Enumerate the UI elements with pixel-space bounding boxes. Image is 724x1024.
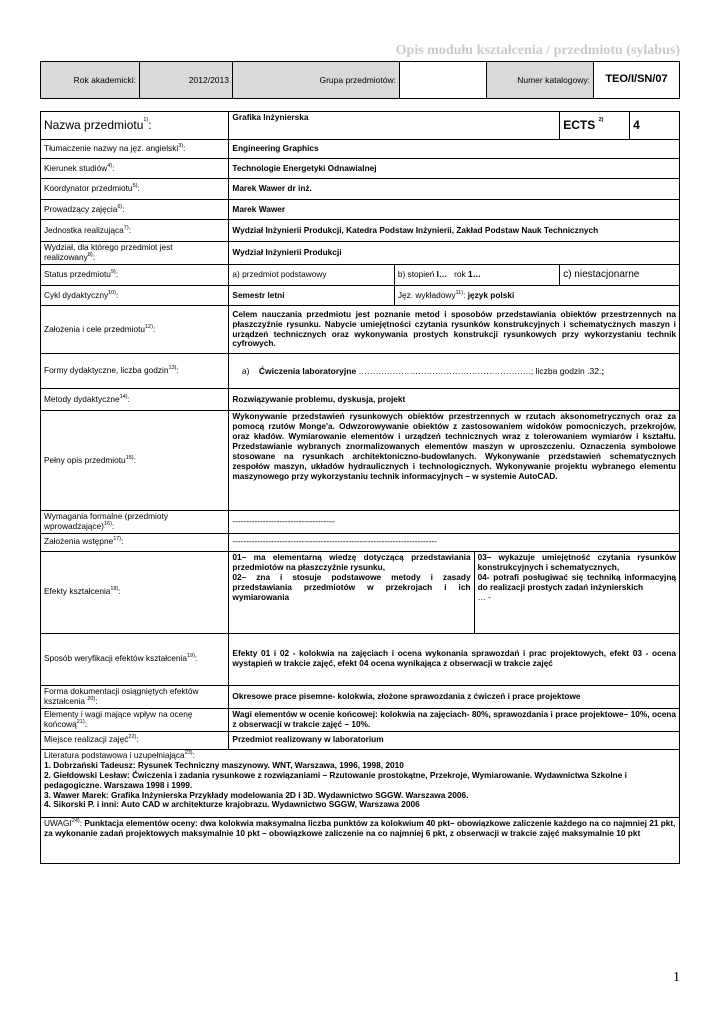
jednostka-label: Jednostka realizująca$^{7)}$:	[41, 220, 229, 242]
row-metody	[41, 389, 680, 411]
uwagi-cell	[41, 817, 680, 863]
elementy-label: Elementy i wagi mające wpływ na ocenę końcową$^{21)}$:	[41, 708, 229, 731]
uwagi-value: Punktacja elementów oceny: dwa kolokwia maksymalna liczba punktów za kolokwium 40 pkt– obowiązkowe zaliczenie każdego na co najmniej 21 pkt, za wykonanie zadań projektowych maksymalnie 10 pkt – obowiązkowe zaliczenie na co najmniej 6 pkt, z obserwacji w trakcie zajęć maksymalnie 10 pkt	[44, 817, 676, 838]
literatura-item: 2. Giełdowski Lesław: Ćwiczenia i zadania rysunkowe z rozwiązaniami – Rzutowanie prostokątne, Przekroje, Wymiarowanie. Wydawnictwa Szkolne i pedagogiczne. Warszawa 1998 i 1999.	[44, 769, 627, 790]
wymagania-label: Wymagania formalne (przedmioty wprowadzające)$^{16)}$:	[41, 511, 229, 534]
row-wydzial	[41, 242, 680, 265]
nazwa-label: Nazwa przedmiotu$^{1)}$:	[41, 112, 229, 140]
forma-dok-label: Forma dokumentacji osiągniętych efektów kształcenia $^{20)}$:	[41, 685, 229, 708]
rok-label: Rok akademicki:	[41, 62, 140, 99]
syllabus-header-title: Opis modułu kształcenia / przedmiotu (sylabus)	[395, 43, 680, 58]
koordynator-label: Koordynator przedmiotu$^{5)}$:	[41, 179, 229, 200]
syllabus-table	[40, 111, 680, 864]
uwagi-label: UWAGI$^{24)}$:	[44, 817, 83, 828]
course-meta-table	[40, 61, 680, 99]
sposob-value: Efekty 01 i 02 - kolokwia na zajęciach i ocena wykonania sprawozdań i prac projektowych, efekt 03 - ocena wystąpień w trakcie zajęć, efekt 04 ocena wynikająca z obserwacji w trakcie zajęć	[229, 633, 680, 685]
efekty-label: Efekty kształcenia$^{18)}$:	[41, 551, 229, 633]
row-elementy	[41, 708, 680, 731]
ects-label: ECTS $^{2)}$	[560, 112, 630, 140]
kierunek-label: Kierunek studiów$^{4)}$:	[41, 159, 229, 179]
wydzial-value: Wydział Inżynierii Produkcji	[229, 242, 680, 265]
row-formy	[41, 354, 680, 389]
cykl-value: Semestr letni	[229, 286, 394, 306]
miejsce-value: Przedmiot realizowany w laboratorium	[229, 731, 680, 749]
row-status	[41, 265, 680, 286]
row-sposob	[41, 633, 680, 685]
ects-value: 4	[630, 112, 680, 140]
row-nazwa	[41, 112, 680, 140]
zalozenia-wstepne-value: --------------------------------------------------------------------------	[229, 533, 680, 551]
status-b: b) stopień I… rok 1…	[394, 265, 559, 286]
tlumaczenie-label: Tłumaczenie nazwy na jęz. angielski$^{3)}$:	[41, 140, 229, 159]
koordynator-value: Marek Wawer dr inż.	[229, 179, 680, 200]
prowadzacy-label: Prowadzący zajęcia$^{6)}$:	[41, 200, 229, 220]
wydzial-label: Wydział, dla którego przedmiot jest realizowany$^{8)}$:	[41, 242, 229, 265]
jezyk-cell: Jęz. wykładowy$^{11)}$: język polski	[394, 286, 679, 306]
wymagania-value: -------------------------------------	[229, 511, 680, 534]
status-a: a) przedmiot podstawowy	[229, 265, 394, 286]
row-forma-dok	[41, 685, 680, 708]
row-cykl	[41, 286, 680, 306]
literatura-label: Literatura podstawowa i uzupełniająca$^{23)}$:	[44, 749, 195, 760]
row-jednostka	[41, 220, 680, 242]
page-number: 1	[673, 970, 680, 985]
row-zalozenia-cele	[41, 306, 680, 354]
jednostka-value: Wydział Inżynierii Produkcji, Katedra Podstaw Inżynierii, Zakład Podstaw Nauk Technicznych	[229, 220, 680, 242]
sposob-label: Sposób weryfikacji efektów kształcenia$^{19)}$:	[41, 633, 229, 685]
zalozenia-cele-value: Celem nauczania przedmiotu jest poznanie metod i sposobów przedstawiania obiektów przestrzennych na płaszczyźnie rysunku. Nabycie umiejętności czytania rysunków konstrukcyjnych i schematycznych maszyn i urządzeń technicznych oraz wykonywania prostych konstrukcji rysunkowych przy wykorzystaniu technik cyfrowych.	[229, 306, 680, 354]
row-koordynator	[41, 179, 680, 200]
metody-label: Metody dydaktyczne$^{14)}$:	[41, 389, 229, 411]
efekty-left: 01– ma elementarną wiedzę dotyczącą przedstawiania przedmiotów na płaszczyźnie rysunku, 02– zna i stosuje podstawowe metody i zasady przedstawiania przedmiotów w przekrojach i ich wymiarowania	[229, 551, 474, 633]
zalozenia-cele-label: Założenia i cele przedmiotu$^{12)}$:	[41, 306, 229, 354]
row-pelny-opis	[41, 411, 680, 511]
status-c: c) niestacjonarne	[560, 265, 680, 286]
numer-value: TEO/I/SN/07	[594, 62, 680, 99]
row-kierunek	[41, 159, 680, 179]
status-label: Status przedmiotu$^{9)}$:	[41, 265, 229, 286]
pelny-opis-value: Wykonywanie przedstawień rysunkowych obiektów przestrzennych w rzutach aksonometrycznych oraz za pomocą rzutów Monge'a. Odwzorowywanie obiektów z zastosowaniem widoków pomocniczych, przekrojów, oraz kładów. Wymiarowanie elementów i urządzeń technicznych wraz z tolerowaniem wymiarów i kształtu. Przedstawianie wybranych znormalizowanych elementów maszyn w uproszczeniu. Oznaczenia symbolowe stosowane na rysunkach architektoniczno-budowlanych. Wykonywanie przedstawień schematycznych zespołów maszyn, układów hydraulicznych i technologicznych. Wykonywanie projektu wybranego elementu maszynowego przy wykorzystaniu technik informacyjnych – w systemie AutoCAD.	[229, 411, 680, 511]
forma-dok-value: Okresowe prace pisemne- kolokwia, złożone sprawozdania z ćwiczeń i prace projektowe	[229, 685, 680, 708]
cykl-label: Cykl dydaktyczny$^{10)}$:	[41, 286, 229, 306]
formy-value: a) Ćwiczenia laboratoryjne …………………………………………………….; liczba godzin .32.;	[229, 354, 680, 389]
row-tlumaczenie	[41, 140, 680, 159]
literatura-item: 3. Wawer Marek: Grafika Inżynierska Przykłady modelowania 2D i 3D. Wydawnictwo SGGW. Warszawa 2006.	[44, 789, 469, 800]
metody-value: Rozwiązywanie problemu, dyskusja, projekt	[229, 389, 680, 411]
prowadzacy-value: Marek Wawer	[229, 200, 680, 220]
row-miejsce	[41, 731, 680, 749]
row-uwagi	[41, 817, 680, 863]
literatura-item: 4. Sikorski P. i inni: Auto CAD w architekturze krajobrazu. Wydawnictwo SGGW, Warszawa 2006	[44, 799, 420, 810]
row-literatura	[41, 749, 680, 817]
rok-value: 2012/2013	[140, 62, 233, 99]
grupa-value	[400, 62, 487, 99]
efekty-right: 03– wykazuje umiejętność czytania rysunków konstrukcyjnych i schematycznych, 04- potrafi posługiwać się techniką informacyjną do realizacji prostych zadań inżynierskich … -	[474, 551, 679, 633]
nazwa-value: Grafika Inżynierska	[229, 112, 560, 140]
literatura-item: 1. Dobrzański Tadeusz: Rysunek Techniczny maszynowy. WNT, Warszawa, 1996, 1998, 2010	[44, 759, 404, 770]
kierunek-value: Technologie Energetyki Odnawialnej	[229, 159, 680, 179]
row-efekty	[41, 551, 680, 633]
miejsce-label: Miejsce realizacji zajęć$^{22)}$:	[41, 731, 229, 749]
numer-label: Numer katalogowy:	[487, 62, 594, 99]
pelny-opis-label: Pełny opis przedmiotu$^{15)}$:	[41, 411, 229, 511]
literatura-cell	[41, 749, 680, 817]
row-prowadzacy	[41, 200, 680, 220]
elementy-value: Wagi elementów w ocenie końcowej: kolokwia na zajęciach- 80%, sprawozdania i prace projektowe– 10%, ocena z obserwacji w trakcie zajęć – 10%.	[229, 708, 680, 731]
tlumaczenie-value: Engineering Graphics	[229, 140, 680, 159]
zalozenia-wstepne-label: Założenia wstępne$^{17)}$:	[41, 533, 229, 551]
grupa-label: Grupa przedmiotów:	[233, 62, 400, 99]
row-wymagania	[41, 511, 680, 534]
formy-label: Formy dydaktyczne, liczba godzin$^{13)}$:	[41, 354, 229, 389]
row-zalozenia-wstepne	[41, 533, 680, 551]
